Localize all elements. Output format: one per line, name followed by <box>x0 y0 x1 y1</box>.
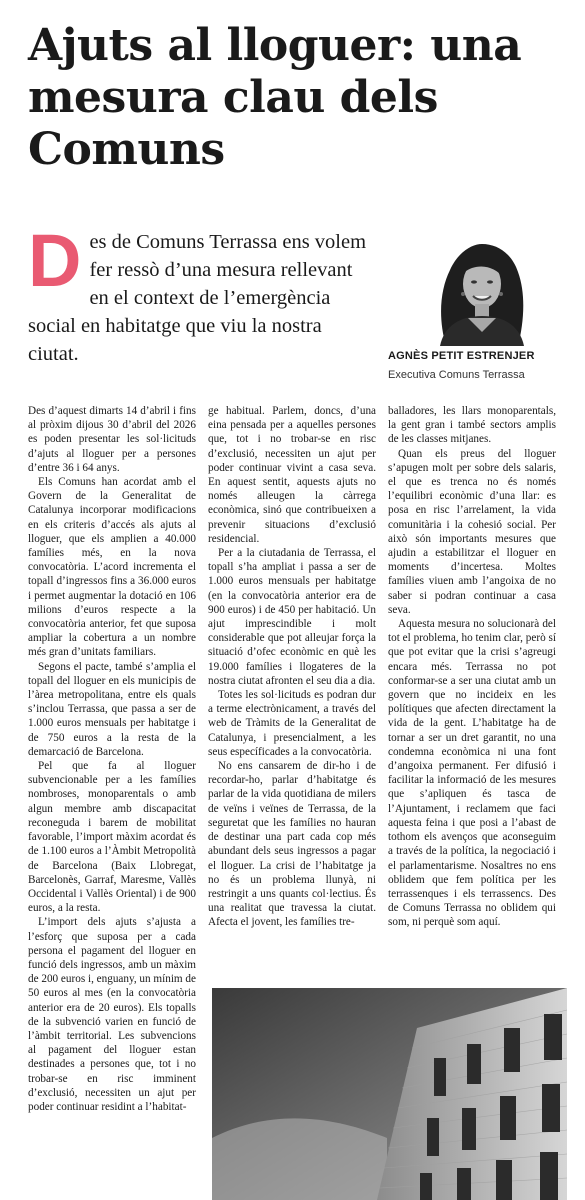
body-paragraph: ge habitual. Parlem, doncs, d’una eina pensada per a aquelles persones que, tot i no trobar-se en risc d’exclusió, necessiten un ajut per poder continuar vivint a casa seva. En aquest sentit, aquests ajuts no només alleugen la càrrega econòmica, sinó que contribueixen a prevenir situacions d’exclusió residencial. <box>208 405 376 545</box>
body-column-2 <box>208 404 376 986</box>
body-paragraph: balladores, les llars monoparentals, la gent gran i també sectors amplis de les classes mitjanes. <box>388 405 556 446</box>
author-name: AGNÈS PETIT ESTRENJER <box>388 350 535 362</box>
body-column-3 <box>388 404 556 986</box>
body-paragraph: Per a la ciutadania de Terrassa, el topall s’ha ampliat i passa a ser de 1.000 euros mensuals per habitatge (en la convocatòria anterior era de 900 euros) i de 450 per habitació. Un ajut imprescindible i molt considerable que pot alleujar força la situació d’ofec econòmic en què les 19.000 famílies i llogateres de la nostra ciutat afronten el seu dia a dia. <box>208 547 376 687</box>
lead-text: es de Comuns Terrassa ens volem fer ressò d’una mesura rellevant en el context de l’emergència social en habitatge que viu la nostra ciutat. <box>28 231 367 365</box>
body-paragraph: Quan els preus del lloguer s’apugen molt per sobre dels salaris, el que es trenca no és només l’equilibri econòmic d’una llar: es posa en risc l’arrelament, la vida comunitària i la cohesió social. Per això són importants mesures que ajudin a estabilitzar el lloguer en moments d’incertesa. Moltes famílies viuen amb l’angoixa de no saber si podran continuar a casa seva. <box>388 447 556 616</box>
body-paragraph: Des d’aquest dimarts 14 d’abril i fins al pròxim dijous 30 d’abril del 2026 es poden presentar les sol·licituds d’ajuts al lloguer per a persones d’entre 36 i 64 anys. <box>28 405 196 474</box>
body-paragraph: L’import dels ajuts s’ajusta a l’esforç que suposa per a cada persona el pagament del lloguer en funció dels ingressos, amb un màxim de 200 euros i, enguany, un mínim de 50 euros al mes (en la convocatòria anterior era de 20 euros). Els topalls de la subvenció varien en funció de l’àmbit territorial. Les subvencions al pagament del lloguer estan destinades a persones que, tot i no trobar-se en risc imminent d’exclusió, necessiten un ajut per poder continuar residint a l’habitat- <box>28 916 196 1113</box>
building-photo <box>212 988 567 1200</box>
body-paragraph: Els Comuns han acordat amb el Govern de la Generalitat de Catalunya incorporar modificacions en els criteris d’accés als ajuts al lloguer, que els amplien a 40.000 famílies més, en la nova convocatòria. L’acord incrementa el topall d’ingressos fins a 36.000 euros i permet augmentar la dotació en 106 milions d’euros respecte a la convocatòria anterior, fet que suposa ampliar la cobertura a un nombre més gran d’unitats familiars. <box>28 476 196 659</box>
drop-cap: D <box>28 219 82 302</box>
author-role: Executiva Comuns Terrassa <box>388 369 525 381</box>
body-column-1 <box>28 404 196 1174</box>
body-paragraph: Pel que fa al lloguer subvencionable per a les famílies nombroses, monoparentals o amb algun membre amb discapacitat reconeguda i barem de mobilitat favorable, l’import màxim acordat és de 1.100 euros a l’Àmbit Metropolità de Barcelona (Baix Llobregat, Barcelonès, Garraf, Maresme, Vallès Occidental i Vallès Oriental) i de 900 euros, a la resta. <box>28 760 196 915</box>
body-paragraph: Totes les sol·licituds es podran dur a terme electrònicament, a través del web de Tràmits de la Generalitat de Catalunya, i presencialment, a les seus específicades a la convocatòria. <box>208 689 376 758</box>
body-paragraph: Aquesta mesura no solucionarà del tot el problema, ho tenim clar, però sí que pot evitar que la crisi s’agreugi encara més. Terrassa no pot conformar-se a ser una ciutat amb un govern que no incideix en les polítiques que afecten directament la vida de la gent. L’habitatge ha de tornar a ser un dret garantit, no una condemna econòmica ni una font d’angoixa permanent. Fer difusió i facilitar la informació de les mesures que s’apliquen és tasca de l’Ajuntament, i reclamem que faci aquesta feina i que posi a l’abast de tothom els avenços que aconseguim a través de la política, la negociació i el parlamentarisme. Nosaltres no ens oblidem que fem política per les terrassenques i els terrassencs. Des de Comuns Terrassa no oblidem qui som, ni perquè som aquí. <box>388 618 556 929</box>
headline: Ajuts al lloguer: una mesura clau dels Comuns <box>28 20 522 175</box>
body-paragraph: Segons el pacte, també s’amplia el topall del lloguer en els municipis de l’àrea metropolitana, entre els quals s’inclou Terrassa, que passa a ser de 1.000 euros mensuals per habitatge i de 750 euros a la resta de la demarcació de Barcelona. <box>28 660 196 758</box>
lead-paragraph <box>28 219 373 368</box>
author-portrait <box>420 238 542 346</box>
body-paragraph: No ens cansarem de dir-ho i de recordar-ho, parlar d’habitatge és parlar de la vida quotidiana de milers de veïns i veïnes de Terrassa, de la seguretat que les famílies no hauran de destinar una part cada cop més abundant dels seus ingressos a pagar el lloguer. La crisi de l’habitatge ja no és un problema llunyà, ni restringit a uns quants col·lectius. És una realitat que travessa la ciutat. Afecta el jovent, les famílies tre- <box>208 760 376 929</box>
